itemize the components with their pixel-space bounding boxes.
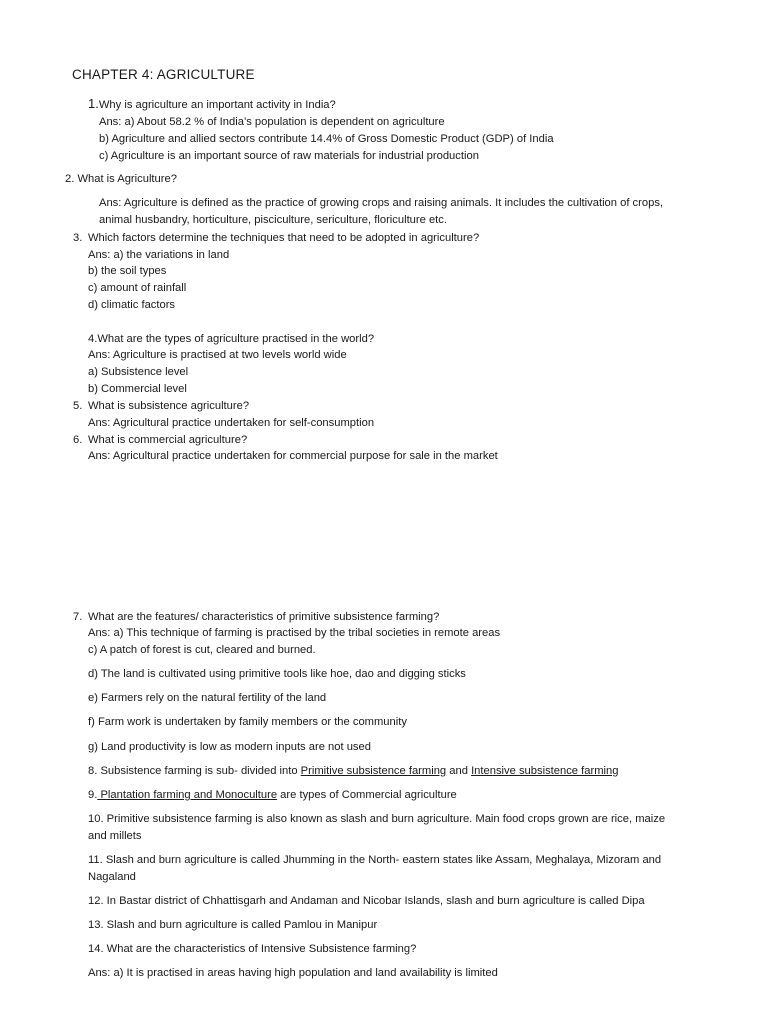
answer-7-e: e) Farmers rely on the natural fertility of the land [88,692,327,704]
question-5-number: 5. [73,400,83,412]
statement-11-line-1: 11. Slash and burn agriculture is called Jhumming in the North- eastern states like Assam, Meghalaya, Mizoram and [88,854,662,866]
question-1-text: Why is agriculture an important activity in India? [98,99,336,111]
statement-8-and: and [446,765,472,777]
statement-10-line-1: 10. Primitive subsistence farming is also known as slash and burn agriculture. Main food crops grown are rice, maize [88,813,666,825]
answer-7-f: f) Farm work is undertaken by family members or the community [88,716,407,728]
answer-7-a: Ans: a) This technique of farming is practised by the tribal societies in remote areas [88,627,501,639]
answer-7-g: g) Land productivity is low as modern inputs are not used [88,741,371,753]
answer-4-b: b) Commercial level [88,383,187,395]
question-3-number: 3. [73,232,83,244]
statement-13: 13. Slash and burn agriculture is called Pamlou in Manipur [88,919,378,931]
statement-10-line-2: and millets [88,830,142,842]
intensive-subsistence-farming-link[interactable]: Intensive subsistence farming [471,765,619,777]
answer-14-a: Ans: a) It is practised in areas having high population and land availability is limited [88,967,498,979]
answer-4: Ans: Agriculture is practised at two levels world wide [88,349,347,361]
question-4: 4.What are the types of agriculture practised in the world? [88,333,375,345]
question-6-number: 6. [73,434,83,446]
answer-4-a: a) Subsistence level [88,366,189,378]
answer-6: Ans: Agricultural practice undertaken for commercial purpose for sale in the market [88,450,498,462]
answer-2-line-2: animal husbandry, horticulture, pisciculture, sericulture, floriculture etc. [99,214,447,226]
statement-9 [88,788,457,802]
answer-3-c: c) amount of rainfall [88,282,187,294]
question-5-text: What is subsistence agriculture? [88,400,250,412]
question-6-text: What is commercial agriculture? [88,434,248,446]
chapter-title: CHAPTER 4: AGRICULTURE [72,67,255,82]
answer-2-line-1: Ans: Agriculture is defined as the practice of growing crops and raising animals. It includes the cultivation of crops, [99,197,664,209]
answer-3-b: b) the soil types [88,265,167,277]
statement-11-line-2: Nagaland [88,871,136,883]
statement-8-text: 8. Subsistence farming is sub- divided into [88,765,301,777]
plantation-farming-link[interactable]: Plantation farming and Monoculture [97,789,278,801]
statement-9-text: are types of Commercial agriculture [277,789,457,801]
answer-1-b: b) Agriculture and allied sectors contribute 14.4% of Gross Domestic Product (GDP) of India [99,133,554,145]
question-7-text: What are the features/ characteristics of primitive subsistence farming? [88,611,440,623]
question-2: 2. What is Agriculture? [65,173,177,185]
answer-7-c: c) A patch of forest is cut, cleared and burned. [88,644,316,656]
question-3-text: Which factors determine the techniques that need to be adopted in agriculture? [88,232,480,244]
statement-9-number: 9. [88,789,98,801]
question-1-number: 1. [88,96,99,111]
statement-8 [88,764,618,778]
question-7-number: 7. [73,611,83,623]
answer-5: Ans: Agricultural practice undertaken for self-consumption [88,417,375,429]
answer-3-d: d) climatic factors [88,299,176,311]
primitive-subsistence-farming-link[interactable]: Primitive subsistence farming [300,765,447,777]
statement-12: 12. In Bastar district of Chhattisgarh and Andaman and Nicobar Islands, slash and burn agriculture is called Dipa [88,895,645,907]
question-1 [88,97,336,112]
answer-1-a: Ans: a) About 58.2 % of India’s population is dependent on agriculture [99,116,445,128]
question-14: 14. What are the characteristics of Intensive Subsistence farming? [88,943,417,955]
answer-1-c: c) Agriculture is an important source of raw materials for industrial production [99,150,479,162]
answer-3-a: Ans: a) the variations in land [88,249,230,261]
answer-7-d: d) The land is cultivated using primitive tools like hoe, dao and digging sticks [88,668,466,680]
